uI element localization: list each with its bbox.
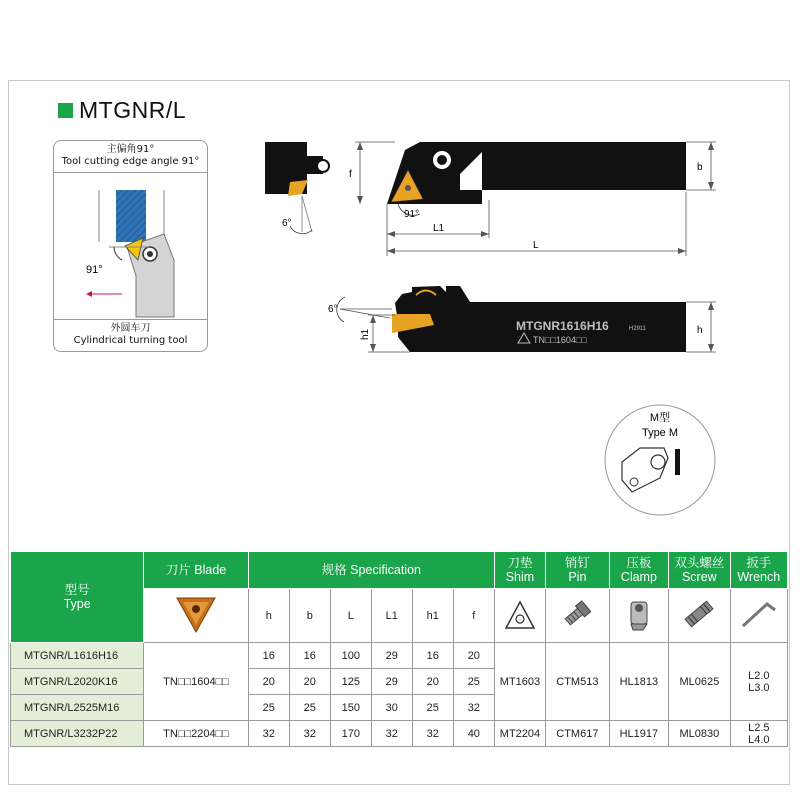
screw-header: 双头螺丝 Screw: [669, 552, 731, 589]
spec-header: 规格 Specification: [248, 552, 494, 589]
wrench-group1: L2.0 L3.0: [730, 643, 787, 721]
tool-marking-insert: TN□□1604□□: [533, 335, 587, 345]
shim-icon: [500, 594, 540, 634]
blade-insert-icon: [173, 592, 219, 636]
clamp-part-icon: [619, 594, 659, 634]
type-m-en: Type M: [641, 427, 679, 439]
screw-icon: [679, 594, 719, 634]
blade-image-cell: [144, 589, 249, 643]
screw-group1: ML0625: [669, 643, 731, 721]
spec-col-l: L: [330, 589, 371, 643]
tool-marking-code: H2911: [629, 326, 647, 332]
pin-header: 销钉 Pin: [546, 552, 610, 589]
spec-col-f: f: [453, 589, 494, 643]
dim-l-label: L: [533, 240, 539, 251]
wrench-image-cell: [730, 589, 787, 643]
turning-caption-cn: 外圆车刀: [110, 323, 151, 334]
screw-group2: ML0830: [669, 721, 731, 747]
type-header: 型号 Type: [11, 552, 144, 643]
clamp-image-cell: [609, 589, 668, 643]
pin-group1: CTM513: [546, 643, 610, 721]
dim-f-label: f: [349, 169, 352, 180]
pin-icon: [557, 594, 597, 634]
blade-group2: TN□□2204□□: [144, 721, 249, 747]
angle-6-side-label: 6°: [328, 304, 338, 315]
shim-image-cell: [494, 589, 545, 643]
turning-caption-en: Cylindrical turning tool: [73, 335, 188, 346]
type-m-cn: M型: [649, 412, 671, 424]
clamp-header: 压板 Clamp: [609, 552, 668, 589]
title-text: MTGNR/L: [79, 97, 186, 123]
table-row: MTGNR/L1616H16 TN□□1604□□ 16 16 100 29 16 20 MT1603 CTM513 HL1813 ML0625 L2.0 L3.0: [11, 643, 788, 669]
dim-b-label: b: [697, 162, 703, 173]
spec-col-h: h: [248, 589, 289, 643]
side-view: [328, 286, 716, 352]
tool-marking-main: MTGNR1616H16: [516, 319, 609, 333]
spec-table: [10, 551, 788, 747]
shim-group2: MT2204: [494, 721, 545, 747]
shim-header: 刀垫 Shim: [494, 552, 545, 589]
spec-col-b: b: [289, 589, 330, 643]
angle-caption-cn: 主偏角91°: [106, 144, 155, 155]
table-row: MTGNR/L2525M16 25 25 150 30 25 32: [11, 695, 788, 721]
wrench-icon: [737, 594, 781, 634]
angle-91-label-top: 91°: [404, 209, 420, 220]
spec-col-h1: h1: [412, 589, 453, 643]
shim-group1: MT1603: [494, 643, 545, 721]
blade-header: 刀片 Blade: [144, 552, 249, 589]
blade-group1: TN□□1604□□: [144, 643, 249, 721]
end-view: [265, 142, 329, 234]
spec-col-l1: L1: [371, 589, 412, 643]
pin-group2: CTM617: [546, 721, 610, 747]
top-view: [349, 142, 716, 256]
wrench-group2: L2.5 L4.0: [730, 721, 787, 747]
angle-caption-en: Tool cutting edge angle 91°: [61, 156, 200, 167]
clamp-group1: HL1813: [609, 643, 668, 721]
angle-6-top-label: 6°: [282, 218, 292, 229]
dim-l1-label: L1: [433, 223, 445, 234]
type-m-detail: [605, 405, 715, 515]
table-row: MTGNR/L2020K16 20 20 125 29 20 25: [11, 669, 788, 695]
pin-image-cell: [546, 589, 610, 643]
clamp-group2: HL1917: [609, 721, 668, 747]
screw-image-cell: [669, 589, 731, 643]
dim-h1-label: h1: [360, 328, 371, 340]
angle-91-label-left: 91°: [86, 264, 103, 276]
wrench-header: 扳手 Wrench: [730, 552, 787, 589]
dim-h-label: h: [697, 325, 703, 336]
table-row: MTGNR/L3232P22 TN□□2204□□ 32 32 170 32 32 40 MT2204 CTM617 HL1917 ML0830 L2.5 L4.0: [11, 721, 788, 747]
